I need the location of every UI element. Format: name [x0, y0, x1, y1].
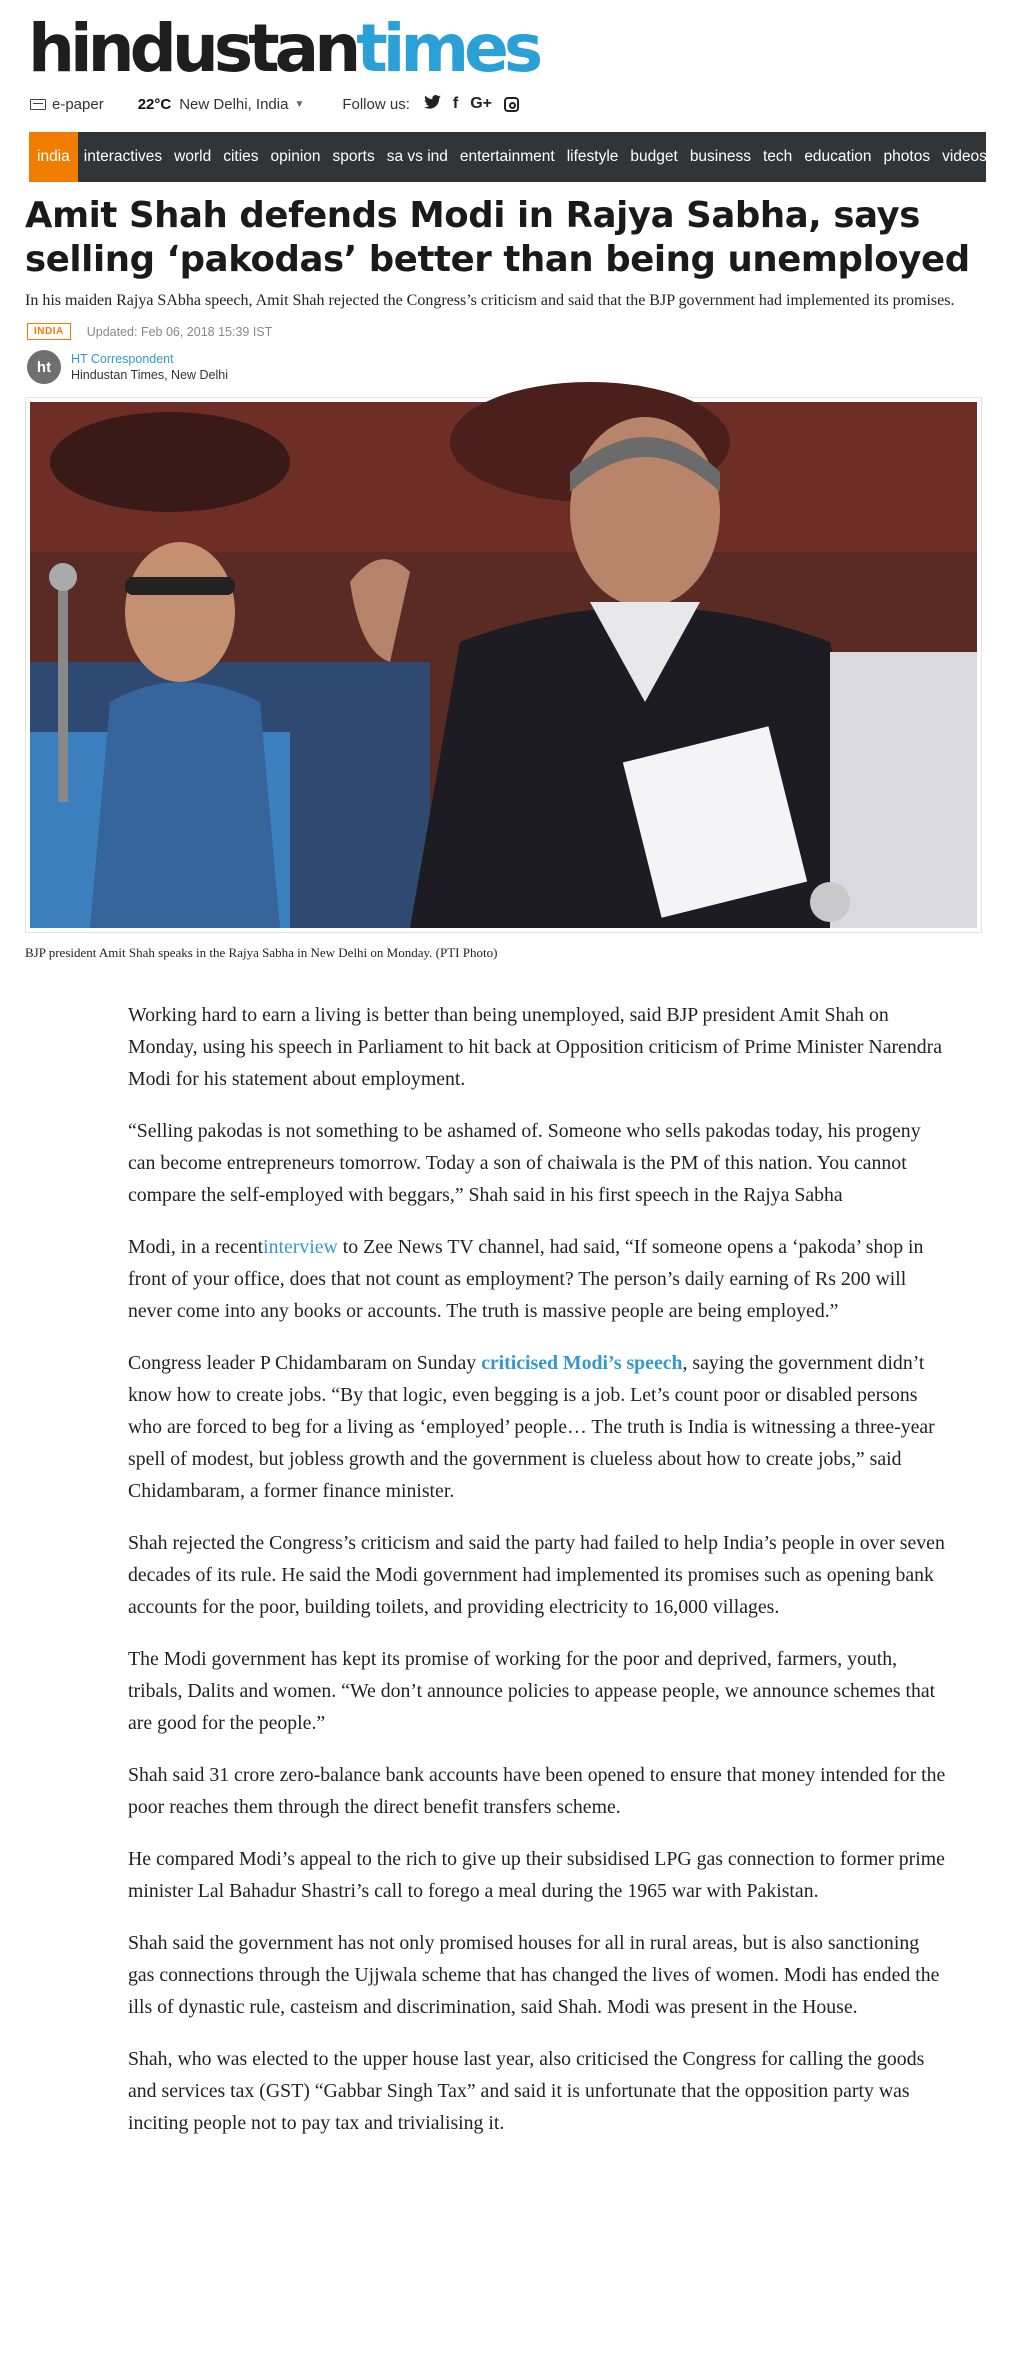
facebook-icon[interactable]: f	[452, 95, 459, 112]
chevron-down-icon[interactable]: ▼	[294, 98, 305, 110]
byline	[0, 340, 1015, 384]
author-link[interactable]: HT Correspondent	[71, 352, 174, 366]
hero-photo[interactable]	[30, 402, 977, 928]
more-menu-icon[interactable]: ••	[994, 148, 1011, 165]
epaper-label: e-paper	[52, 95, 104, 113]
logo-part-1: hindustan	[28, 10, 357, 87]
avatar: ht	[27, 350, 61, 384]
nav-item-sports[interactable]: sports	[332, 148, 375, 165]
nav-item-opinion[interactable]: opinion	[270, 148, 321, 165]
nav-item-budget[interactable]: budget	[630, 148, 678, 165]
logo-part-2: times	[356, 10, 539, 87]
nav-item-videos[interactable]: videos	[942, 148, 987, 165]
nav-item-cities[interactable]: cities	[223, 148, 259, 165]
paragraph-3-text-b: to Zee News TV channel, had said, “If someone opens a ‘pakoda’ shop in front of your office, does that not count as employment? The person’s daily earning of Rs 200 will never come into any books or accounts. The truth is massive people are being employed.”	[128, 1236, 924, 1322]
paragraph-3-text-a: Modi, in a recent	[128, 1236, 264, 1258]
nav-item-lifestyle[interactable]: lifestyle	[566, 148, 619, 165]
hero-photo-frame	[25, 397, 982, 933]
newspaper-icon	[30, 99, 46, 110]
nav-item-photos[interactable]: photos	[883, 148, 931, 165]
article-headline: Amit Shah defends Modi in Rajya Sabha, says selling ‘pakodas’ better than being unemployed	[25, 195, 970, 280]
twitter-icon[interactable]	[424, 95, 441, 114]
photo-caption: BJP president Amit Shah speaks in the Rajya Sabha in New Delhi on Monday. (PTI Photo)	[25, 945, 498, 960]
nav-item-tech[interactable]: tech	[763, 148, 793, 165]
nav-item-business[interactable]: business	[689, 148, 751, 165]
site-logo[interactable]	[28, 10, 987, 87]
utility-bar	[0, 84, 1015, 124]
paragraph-6: The Modi government has kept its promise of working for the poor and deprived, farmers, youth, tribals, Dalits and women. “We don’t announce policies to appease people, we announce schemes that are good for the people.”	[128, 1648, 936, 1734]
main-nav	[29, 132, 1011, 182]
article-standfirst: In his maiden Rajya SAbha speech, Amit Shah rejected the Congress’s criticism and said that the BJP government had implemented its promises.	[25, 292, 955, 309]
paragraph-7: Shah said 31 crore zero-balance bank accounts have been opened to ensure that money intended for the poor reaches them through the direct benefit transfers scheme.	[128, 1764, 946, 1818]
nav-item-india[interactable]: india	[29, 132, 78, 182]
temperature: 22°C	[137, 95, 172, 113]
nav-item-education[interactable]: education	[804, 148, 872, 165]
hero-figure	[0, 397, 1015, 961]
byline-text	[71, 351, 228, 383]
instagram-icon[interactable]	[504, 97, 519, 112]
article	[0, 182, 1015, 2139]
updated-timestamp: Updated: Feb 06, 2018 15:39 IST	[86, 324, 273, 339]
follow-label: Follow us:	[342, 95, 410, 113]
paragraph-5: Shah rejected the Congress’s criticism and said the party had failed to help India’s people in over seven decades of its rule. He said the Modi government had implemented its promises such as opening bank accounts for the poor, building toilets, and providing electricity to 16,000 villages.	[128, 1532, 945, 1618]
nav-item-interactives[interactable]: interactives	[83, 148, 163, 165]
epaper-link[interactable]	[30, 96, 104, 113]
interview-link[interactable]: interview	[263, 1236, 338, 1258]
location-selector[interactable]: New Delhi, India	[179, 95, 289, 113]
google-plus-icon[interactable]: G+	[470, 95, 492, 112]
section-tag[interactable]: INDIA	[27, 323, 71, 340]
author-org: Hindustan Times, New Delhi	[71, 368, 229, 382]
paragraph-4	[128, 1347, 947, 1507]
paragraph-2: “Selling pakodas is not something to be ashamed of. Someone who sells pakodas today, his progeny can become entrepreneurs tomorrow. Today a son of chaiwala is the PM of this nation. You cannot compare the self-employed with beggars,” Shah said in his first speech in the Rajya Sabha	[128, 1120, 921, 1206]
paragraph-8: He compared Modi’s appeal to the rich to give up their subsidised LPG gas connection to former prime minister Lal Bahadur Shastri’s call to forego a meal during the 1965 war with Pakistan.	[128, 1848, 945, 1902]
nav-item-entertainment[interactable]: entertainment	[459, 148, 555, 165]
paragraph-9: Shah said the government has not only promised houses for all in rural areas, but is also sanctioning gas connections through the Ujjwala scheme that has changed the lives of women. Modi has ended the ills of dynastic rule, casteism and discrimination, said Shah. Modi was present in the House.	[128, 1932, 940, 2018]
paragraph-1: Working hard to earn a living is better than being unemployed, said BJP president Amit Shah on Monday, using his speech in Parliament to hit back at Opposition criticism of Prime Minister Narendra Modi for his statement about employment.	[128, 1004, 942, 1090]
article-body	[0, 961, 1015, 2139]
criticised-speech-link[interactable]: criticised Modi’s speech	[481, 1352, 683, 1374]
article-meta	[0, 311, 1015, 340]
masthead	[0, 0, 1015, 182]
paragraph-10: Shah, who was elected to the upper house last year, also criticised the Congress for calling the goods and services tax (GST) “Gabbar Singh Tax” and said it is unfortunate that the opposition party was inciting people not to pay tax and trivialising it.	[128, 2048, 925, 2134]
nav-item-world[interactable]: world	[174, 148, 212, 165]
paragraph-4-text-a: Congress leader P Chidambaram on Sunday	[128, 1352, 482, 1374]
paragraph-3	[128, 1231, 947, 1327]
hero-photo-illustration	[30, 402, 977, 928]
nav-item-sa-vs-ind[interactable]: sa vs ind	[386, 148, 448, 165]
paragraph-4-text-b: , saying the government didn’t know how to create jobs. “By that logic, even begging is a job. Let’s count poor or disabled persons who are forced to beg for a living as ‘employed’ people… The truth is India is witnessing a three-year spell of modest, but jobless growth and the government is clueless about how to create jobs,” said Chidambaram, a former finance minister.	[128, 1352, 935, 1502]
